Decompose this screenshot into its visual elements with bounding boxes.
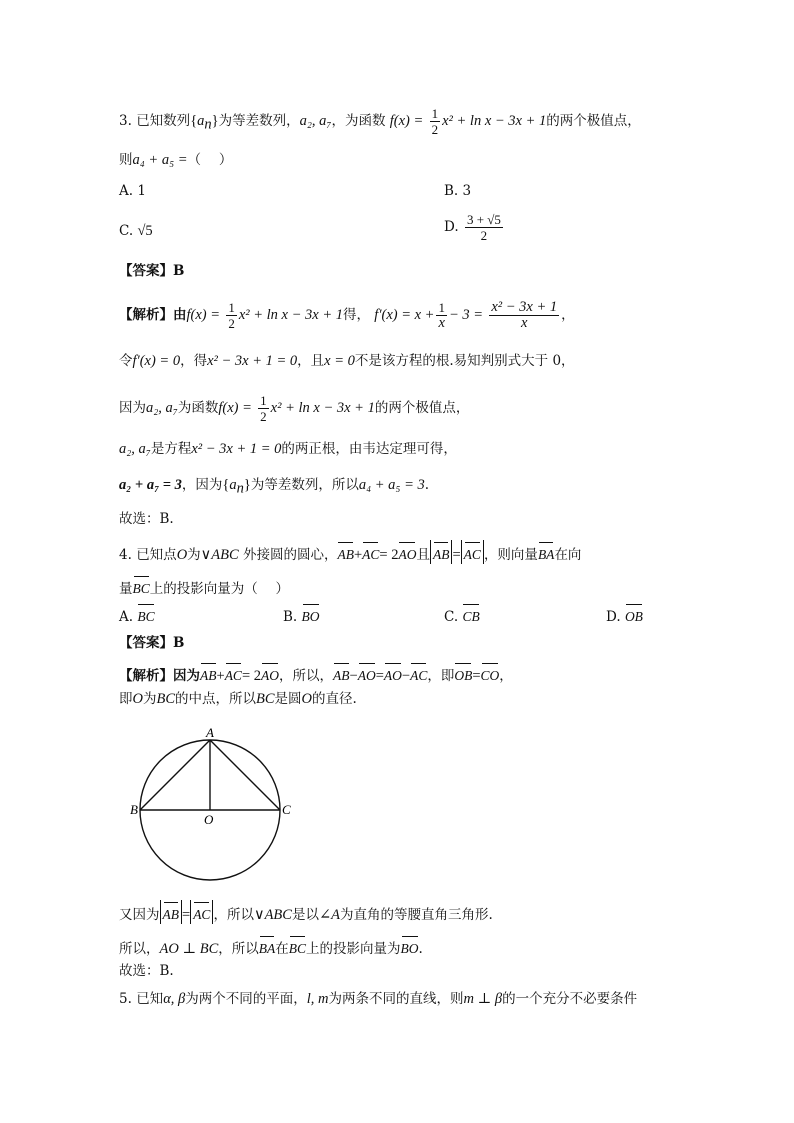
q4-answer: 【答案】B	[119, 635, 185, 651]
q3-stem-line2: 则a₄ + a₅ =（ ）	[119, 152, 233, 168]
q4-analysis-line4: 所以，AO ⊥ BC，所以BA在BC上的投影向量为BO.	[119, 934, 423, 958]
label-A: A	[206, 726, 214, 740]
q4-analysis-line2: 即O为BC的中点，所以BC是圆O的直径.	[119, 691, 357, 707]
q4-option-b: B. BO	[283, 602, 320, 626]
q3-option-d: D. $\frac{3 + √5}{2}$	[444, 212, 501, 243]
q3-analysis-line1: 【解析】由f(x) = $\frac{1}{2}$ x² + ln x − 3x + 1得， f′(x) = x + $\frac{1}{x}$ − 3 = $\frac{\text{x² − 3x + 1}}{x}$ ，	[119, 299, 575, 331]
segment-AB	[140, 740, 210, 810]
segment-AC	[210, 740, 280, 810]
q3-analysis-line3: 因为a₂, a₇为函数f(x) = $\frac{1}{2}$ x² + ln x − 3x + 1的两个极值点，	[119, 393, 470, 424]
q4-stem-line2: 量BC上的投影向量为（ ）	[119, 574, 289, 598]
circle-triangle-diagram	[128, 726, 298, 886]
q5-stem-line1: 5. 已知α, β为两个不同的平面，l, m为两条不同的直线，则m ⊥ β的一个充分不必要条件	[119, 991, 638, 1007]
label-C: C	[282, 802, 291, 817]
q4-option-d: D. OB	[606, 602, 643, 626]
q3-option-b: B. 3	[444, 183, 472, 199]
q3-stem-line1: 3. 已知数列$\{a_n\}$为等差数列，a₂, a₇，为函数 f(x) = $\frac{1}{2}$ x² + ln x − 3x + 1的两个极值点，	[119, 106, 641, 137]
q3-analysis-line5: a₂ + a₇ = 3，因为$\{a_n\}$为等差数列，所以a₄ + a₅ = 3.	[119, 477, 430, 497]
q4-analysis-line1: 【解析】因为AB+AC= 2AO，所以，AB−AO=AO−AC，即OB=CO，	[119, 661, 513, 685]
label-B: B	[130, 802, 138, 817]
q3-answer: 【答案】B	[119, 263, 185, 279]
q3-option-a: A. 1	[119, 183, 146, 199]
q3-option-c: C. √5	[119, 223, 153, 239]
label-O: O	[204, 812, 214, 827]
q4-pick: 故选：B.	[119, 963, 174, 979]
q3-analysis-line2: 令f′(x) = 0，得x² − 3x + 1 = 0，且x = 0不是该方程的根.易知判别式大于 0，	[119, 353, 575, 369]
q4-analysis-line3: 又因为 AB = AC ，所以∨ABC是以∠A为直角的等腰直角三角形.	[119, 900, 493, 924]
q4-option-a: A. BC	[119, 602, 155, 626]
q4-option-c: C. CB	[444, 602, 480, 626]
q3-pick: 故选：B.	[119, 511, 174, 527]
q4-stem-line1: 4. 已知点O为∨ABC 外接圆的圆心，AB+AC= 2AO且 AB = AC ，则向量BA在向	[119, 540, 581, 564]
q3-analysis-line4: a₂, a₇是方程x² − 3x + 1 = 0的两正根，由韦达定理可得，	[119, 441, 457, 457]
fraction-half: $\frac{1}{2}$	[431, 106, 439, 137]
